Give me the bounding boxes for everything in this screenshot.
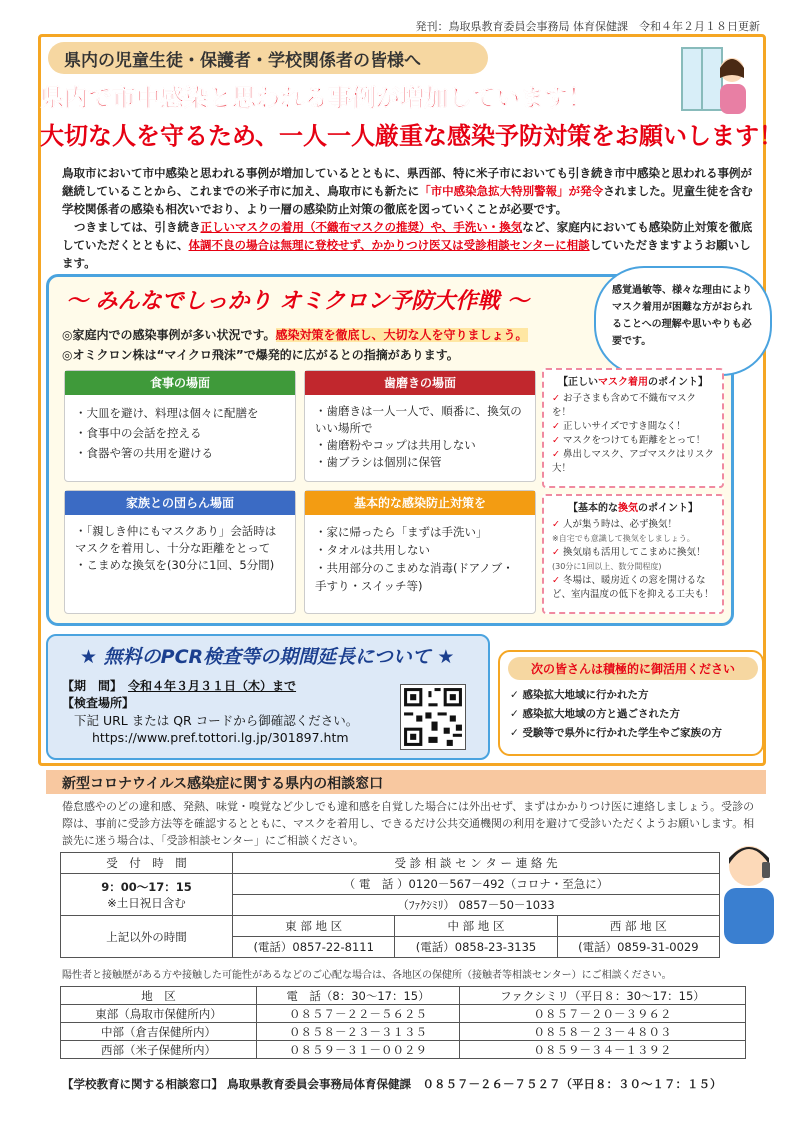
meal-list xyxy=(65,395,295,471)
list-item: ✓ マスクをつけても距離をとって！ xyxy=(552,434,714,448)
school-contact: 【学校教育に関する相談窓口】 鳥取県教育委員会事務局体育保健課 ０８５７－２６－７５２７（平日８：３０～１７：１５） xyxy=(62,1077,722,1091)
teeth-panel xyxy=(304,370,536,482)
list-item: ・ 家に帰ったら「まずは手洗い」 xyxy=(315,523,525,541)
list-item: ✓ 冬場は、暖房近くの窓を開けるなど、室内温度の低下を抑える工夫も！ xyxy=(552,574,714,602)
basic-panel xyxy=(304,490,536,614)
table-cell: 上記以外の時間 xyxy=(61,916,233,958)
speech-bubble: 感覚過敏等、様々な理由によりマスク着用が困難な方がおられることへの理解や思いやりも必要です。 xyxy=(594,266,772,376)
consultation-heading: 新型コロナウイルス感染症に関する県内の相談窓口 xyxy=(46,770,766,794)
teeth-panel-title: 歯磨きの場面 xyxy=(305,371,535,395)
table-cell: ０８５９－３１－００２９ xyxy=(257,1041,460,1059)
audience-banner: 県内の児童生徒・保護者・学校関係者の皆様へ xyxy=(48,42,488,74)
table-cell: ０８５８－２３－３１３５ xyxy=(257,1023,460,1041)
hours-cell: 9：00～17：15 ※土日祝日含む xyxy=(61,874,233,916)
family-panel-title: 家族との団らん場面 xyxy=(65,491,295,515)
pcr-title: ★ 無料のPCR検査等の期間延長について ★ xyxy=(80,646,455,668)
list-item: ・ 大皿を避け、料理は個々に配膳を xyxy=(75,403,285,423)
table-header: 地 区 xyxy=(61,987,257,1005)
list-item: ✓ 正しいサイズですき間なく！ xyxy=(552,420,714,434)
table-cell: ０８５７－２０－３９６２ xyxy=(459,1005,745,1023)
table-row xyxy=(61,1041,746,1059)
list-item: ・ タオルは共用しない xyxy=(315,541,525,559)
pcr-details: 【期 間】 令和４年３月３１日（木）まで 【検査場所】 下記 URL または QR コードから御確認ください。 https://www.pref.tottori.lg.jp/301897.htm xyxy=(62,679,359,745)
table-cell: 西部（米子保健所内） xyxy=(61,1041,257,1059)
contact-note: 陽性者と接触歴がある方や接触した可能性があるなどのご心配な場合は、各地区の保健所（接触者等相談センター）にご相談ください。 xyxy=(62,970,672,981)
list-item: ✓ 鼻出しマスク、アゴマスクはリスク大！ xyxy=(552,448,714,476)
table-header: 受 診 相 談 セ ン タ ー 連 絡 先 xyxy=(233,853,720,874)
qr-code[interactable] xyxy=(400,684,466,750)
list-item: ・ 歯ブラシは個別に保管 xyxy=(315,454,525,471)
pcr-url[interactable]: https://www.pref.tottori.lg.jp/301897.htm xyxy=(92,730,349,745)
omicron-title: ～ みんなでしっかり オミクロン予防大作戦 ～ xyxy=(66,289,529,314)
mask-points-box xyxy=(542,368,724,488)
list-item: ✓ 受験等で県外に行かれた学生やご家族の方 xyxy=(510,724,722,743)
list-item: ✓ 感染拡大地域の方と過ごされた方 xyxy=(510,705,722,724)
family-list xyxy=(65,515,295,582)
ventilation-sub-note: (30分に1回以上、数分間程度) xyxy=(552,562,662,571)
table-cell: (電話）0857-22-8111 xyxy=(233,937,395,958)
table-cell: 東部（鳥取市保健所内） xyxy=(61,1005,257,1023)
table-header: ファクシミリ（平日８：30～17：15） xyxy=(459,987,745,1005)
ventilation-points-box xyxy=(542,494,724,614)
table-header: 東 部 地 区 xyxy=(233,916,395,937)
basic-panel-title: 基本的な感染防止対策を xyxy=(305,491,535,515)
table-header: 受 付 時 間 xyxy=(61,853,233,874)
list-item: ・ 「親しき仲にもマスクあり」会話時はマスクを着用し、十分な距離をとって xyxy=(75,523,285,557)
table-cell: (電話）0859-31-0029 xyxy=(557,937,719,958)
issuer-line: 発刊：鳥取県教育委員会事務局 体育保健課 令和４年２月１８日更新 xyxy=(415,20,760,33)
table-header: 西 部 地 区 xyxy=(557,916,719,937)
table-header: 中 部 地 区 xyxy=(395,916,557,937)
teeth-list xyxy=(305,395,535,479)
headline-secondary: 大切な人を守るため、一人一人厳重な感染予防対策をお願いします！ xyxy=(40,122,784,150)
family-panel xyxy=(64,490,296,614)
table-cell: ０８５８－２３－４８０３ xyxy=(459,1023,745,1041)
list-item: ・ 共用部分のこまめな消毒(ドアノブ・手すり・スイッチ等) xyxy=(315,559,525,595)
meal-panel xyxy=(64,370,296,482)
mask-points-title: 【正しいマスク着用のポイント】 xyxy=(558,377,708,388)
table-row xyxy=(61,1023,746,1041)
table-header: 電 話（8：30～17：15） xyxy=(257,987,460,1005)
list-item: ✓ 感染拡大地域に行かれた方 xyxy=(510,686,722,705)
phone-man-illustration xyxy=(714,836,784,946)
health-center-table xyxy=(60,986,746,1059)
list-item: ・ 歯磨粉やコップは共用しない xyxy=(315,437,525,454)
consultation-center-table xyxy=(60,852,720,958)
list-item: ✓ お子さまも含めて不織布マスクを！ xyxy=(552,392,714,420)
list-item: ・ こまめな換気を(30分に1回、5分間) xyxy=(75,557,285,574)
list-item: ・ 食器や箸の共用を避ける xyxy=(75,443,285,463)
recommendation-list xyxy=(510,686,722,743)
list-item: ・ 食事中の会話を控える xyxy=(75,423,285,443)
meal-panel-title: 食事の場面 xyxy=(65,371,295,395)
consultation-text: 倦怠感やのどの違和感、発熱、味覚・嗅覚など少しでも違和感を自覚した場合には外出せず、まずはかかりつけ医に連絡しましょう。受診の際は、事前に受診方法等を確認するとともに、マスクを着用し、できるだけ公共交通機関の利用を避けて受診いただくようお願いします。相談先に迷う場合は、「受診相談センター」にご相談ください。 xyxy=(62,800,755,847)
list-item: ・ 歯磨きは一人一人で、順番に、換気のいい場所で xyxy=(315,403,525,437)
omicron-line-2: ◎オミクロン株は“マイクロ飛沫”で爆発的に広がるとの指摘があります。 xyxy=(62,348,459,362)
table-cell: （ﾌｧｸｼﾐﾘ） 0857－50－1033 xyxy=(233,895,720,916)
window-woman-illustration xyxy=(680,44,760,120)
list-item: ✓ 換気扇も活用してこまめに換気！ xyxy=(552,546,714,560)
intro-text: 鳥取市において市中感染と思われる事例が増加しているとともに、県西部、特に米子市においても引き続き市中感染と思われる事例が継続していることから、これまでの米子市に加え、鳥取市にも新たに「市中感染急拡大特別警報」が発令されました。児童生徒を含む学校関係者の感染も相次いでおり、より一層の感染防止対策の徹底を図っていくことが必要です。 つきましては、引き続き正しいマスクの着用（不織布マスクの推奨）や、手洗い・換気など、家庭内においても感染防止対策を徹底していただくとともに、体調不良の場合は無理に登校せず、かかりつけ医又は受診相談センターに相談していただきますようお願いします。 xyxy=(62,166,753,270)
headline-primary: 県内で市中感染と思われる事例が増加しています！ xyxy=(40,84,592,112)
basic-list xyxy=(305,515,535,603)
table-cell: (電話）0858-23-3135 xyxy=(395,937,557,958)
ventilation-points-title: 【基本的な換気のポイント】 xyxy=(568,503,698,514)
list-item: ✓ 人が集う時は、必ず換気！ xyxy=(552,518,714,532)
table-cell: ０８５９－３４－１３９２ xyxy=(459,1041,745,1059)
table-cell: 中部（倉吉保健所内） xyxy=(61,1023,257,1041)
recommendation-title: 次の皆さんは積極的に御活用ください xyxy=(508,657,758,680)
table-cell: （ 電 話 ）0120－567－492（コロナ・至急に） xyxy=(233,874,720,895)
omicron-line-1: ◎家庭内での感染事例が多い状況です。感染対策を徹底し、大切な人を守りましょう。 xyxy=(62,328,528,342)
table-cell: ０８５７－２２－５６２５ xyxy=(257,1005,460,1023)
table-row xyxy=(61,1005,746,1023)
ventilation-sub-note: ※自宅でも意識して換気をしましょう。 xyxy=(552,534,695,543)
